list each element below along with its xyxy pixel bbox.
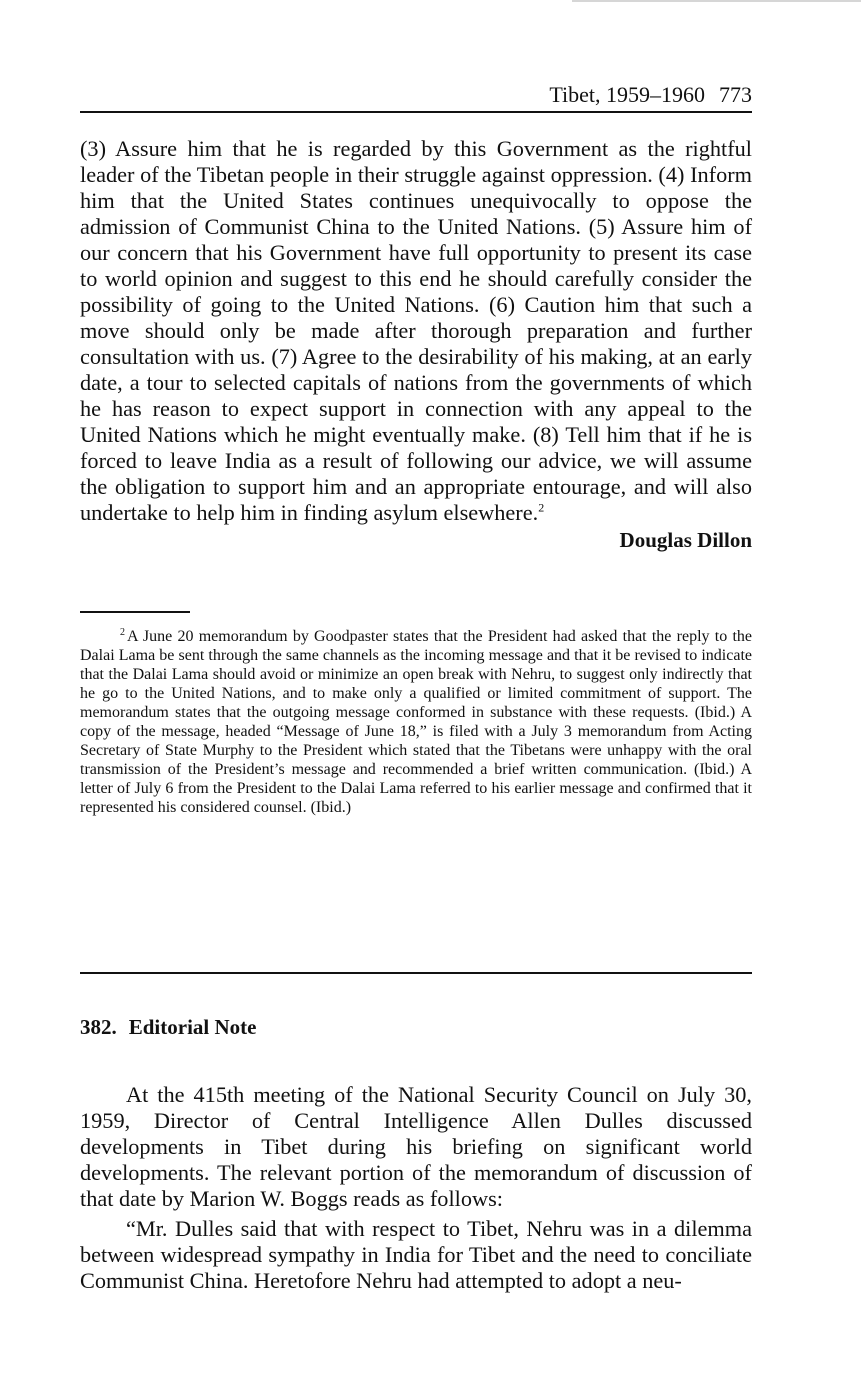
section-title: Editorial Note — [128, 1015, 257, 1039]
section-rule — [80, 972, 752, 974]
footnote-rule — [80, 611, 190, 613]
footnote-mark: 2 — [120, 626, 125, 638]
dispatch-paragraph-text: (3) Assure him that he is regarded by this Government as the rightful leader of the Tibetan people in their struggle against oppression. (4) Inform him that the United States continues unequivocally to oppose the admission of Communist China to the United Nations. (5) Assure him of our concern that his Government have full opportunity to present its case to world opinion and suggest to this end he should carefully consider the possibility of going to the United Nations. (6) Caution him that such a move should only be made after thorough preparation and further consultation with us. (7) Agree to the desirability of his making, at an early date, a tour to selected capitals of nations from the governments of which he has reason to expect support in connection with any appeal to the United Nations which he might eventually make. (8) Tell him that if he is forced to leave India as a result of following our advice, we will assume the obligation to support him and an appropriate entourage, and will also undertake to help him in finding asylum elsewhere. — [80, 136, 752, 525]
editorial-paragraph-1: At the 415th meeting of the National Security Council on July 30, 1959, Director of Central Intelligence Allen Dulles discussed developments in Tibet during his briefing on significant world developments. The relevant portion of the memorandum of discussion of that date by Marion W. Boggs reads as follows: — [80, 1082, 752, 1211]
editorial-paragraph-2: “Mr. Dulles said that with respect to Tibet, Nehru was in a dilemma between widespread sympathy in India for Tibet and the need to conciliate Communist China. Heretofore Nehru had attempted to adopt a neu- — [80, 1216, 752, 1293]
scan-edge-mark — [572, 0, 861, 2]
footnote-text: A June 20 memorandum by Goodpaster states that the President had asked that the reply to the Dalai Lama be sent through the same channels as the incoming message and that it be revised to indicate that the Dalai Lama should avoid or minimize an open break with Nehru, to suggest only indirectly that he go to the United Nations, and to make only a qualified or limited commitment of support. The memorandum states that the outgoing message conformed in substance with these requests. (Ibid.) A copy of the message, headed “Message of June 18,” is filed with a July 3 memorandum from Acting Secretary of State Murphy to the President which stated that the Tibetans were unhappy with the oral transmission of the President’s message and recommended a brief written communication. (Ibid.) A letter of July 6 from the President to the Dalai Lama referred to his earlier message and confirmed that it represented his considered counsel. (Ibid.) — [80, 628, 752, 816]
running-header — [80, 80, 752, 110]
header-rule — [80, 111, 752, 113]
signature: Douglas Dillon — [619, 528, 752, 552]
running-header-title: Tibet, 1959–1960 — [549, 82, 705, 107]
section-heading — [80, 1013, 256, 1041]
footnote-reference: 2 — [538, 500, 545, 515]
dispatch-paragraph — [80, 136, 752, 526]
page-number: 773 — [719, 82, 752, 107]
section-number: 382. — [80, 1015, 117, 1039]
footnote — [80, 627, 752, 817]
